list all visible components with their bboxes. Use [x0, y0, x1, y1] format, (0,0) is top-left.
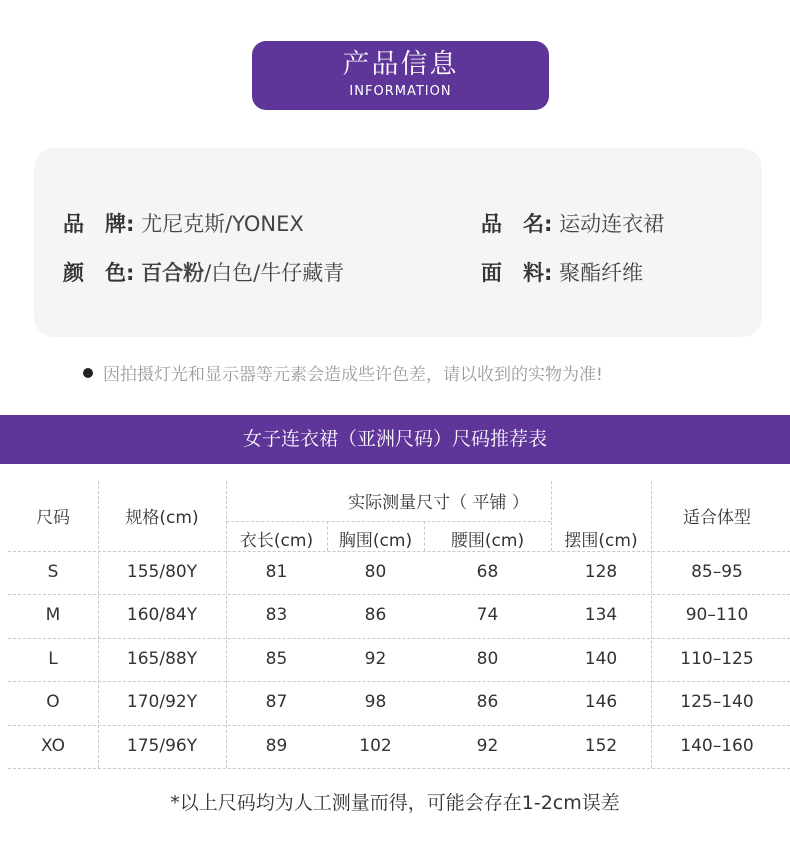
table-divider [551, 481, 552, 551]
cell-spec: 170/92Y [126, 692, 198, 713]
color-info [63, 258, 344, 288]
name-label: 品 名: [481, 212, 553, 236]
cell-hem: 128 [584, 562, 618, 582]
table-row-divider [8, 725, 790, 726]
color-value-rest: /白色/牛仔藏青 [204, 261, 345, 285]
cell-size: M [45, 605, 61, 626]
brand-label: 品 牌: [63, 212, 135, 236]
cell-length: 83 [265, 605, 288, 626]
cell-length: 87 [265, 692, 288, 713]
color-notice [83, 362, 603, 388]
cell-fit: 90–110 [685, 605, 749, 626]
cell-length: 89 [265, 735, 288, 756]
cell-fit: 85–95 [691, 562, 743, 582]
cell-chest: 86 [364, 605, 387, 626]
cell-length: 81 [265, 562, 288, 582]
header-chest: 胸围(cm) [338, 531, 413, 551]
cell-waist: 80 [476, 648, 499, 669]
cell-fit: 110–125 [680, 648, 754, 669]
cell-chest: 102 [359, 735, 392, 756]
table-divider [327, 521, 328, 551]
bullet-dot-icon [83, 368, 93, 378]
table-divider [226, 521, 551, 522]
table-divider [424, 521, 425, 551]
material-label: 面 料: [481, 261, 553, 285]
header-spec: 规格(cm) [125, 508, 199, 528]
cell-spec: 155/80Y [126, 562, 198, 582]
cell-spec: 160/84Y [126, 605, 198, 626]
cell-waist: 86 [476, 692, 499, 713]
cell-hem: 140 [584, 648, 618, 669]
section-title-badge [252, 41, 549, 110]
cell-hem: 152 [584, 735, 618, 756]
cell-length: 85 [265, 648, 288, 669]
brand-value: 尤尼克斯/YONEX [141, 212, 304, 236]
header-size: 尺码 [36, 508, 70, 528]
color-value-highlight: 百合粉 [141, 261, 205, 285]
info-row [34, 258, 762, 288]
header-fit: 适合体型 [683, 508, 751, 528]
section-title: 产品信息 [342, 49, 459, 80]
name-info [481, 209, 664, 239]
cell-spec: 175/96Y [126, 735, 198, 756]
header-waist: 腰围(cm) [450, 531, 525, 551]
cell-hem: 134 [584, 605, 618, 626]
cell-waist: 68 [476, 562, 499, 582]
info-row [34, 209, 762, 239]
cell-fit: 125–140 [680, 692, 754, 713]
material-value: 聚酯纤维 [559, 261, 644, 285]
cell-waist: 74 [476, 605, 499, 626]
table-row-divider [8, 638, 790, 639]
size-table-title: 女子连衣裙（亚洲尺码）尺码推荐表 [0, 415, 790, 464]
color-label: 颜 色: [63, 261, 135, 285]
table-divider [8, 551, 790, 552]
material-info [481, 258, 643, 288]
header-length: 衣长(cm) [239, 531, 314, 551]
table-row-divider [8, 681, 790, 682]
cell-chest: 92 [364, 648, 387, 669]
brand-info [63, 209, 304, 239]
cell-size: L [48, 648, 58, 669]
color-notice-text: 因拍摄灯光和显示器等元素会造成些许色差，请以收到的实物为准! [103, 365, 603, 385]
cell-fit: 140–160 [680, 735, 754, 756]
product-info-card [34, 148, 762, 337]
section-subtitle: INFORMATION [349, 84, 452, 99]
cell-size: O [46, 692, 60, 713]
cell-size: XO [41, 735, 65, 756]
table-row-divider [8, 594, 790, 595]
table-row-divider [8, 768, 790, 769]
cell-chest: 80 [364, 562, 387, 582]
header-group-measurement: 实际测量尺寸（ 平铺 ） [348, 493, 529, 513]
cell-chest: 98 [364, 692, 387, 713]
cell-waist: 92 [476, 735, 499, 756]
header-hem: 摆围(cm) [564, 531, 638, 551]
name-value: 运动连衣裙 [559, 212, 665, 236]
cell-spec: 165/88Y [126, 648, 198, 669]
cell-size: S [47, 562, 59, 582]
cell-hem: 146 [584, 692, 618, 713]
measurement-footnote: *以上尺码均为人工测量而得，可能会存在1-2cm误差 [170, 792, 620, 814]
